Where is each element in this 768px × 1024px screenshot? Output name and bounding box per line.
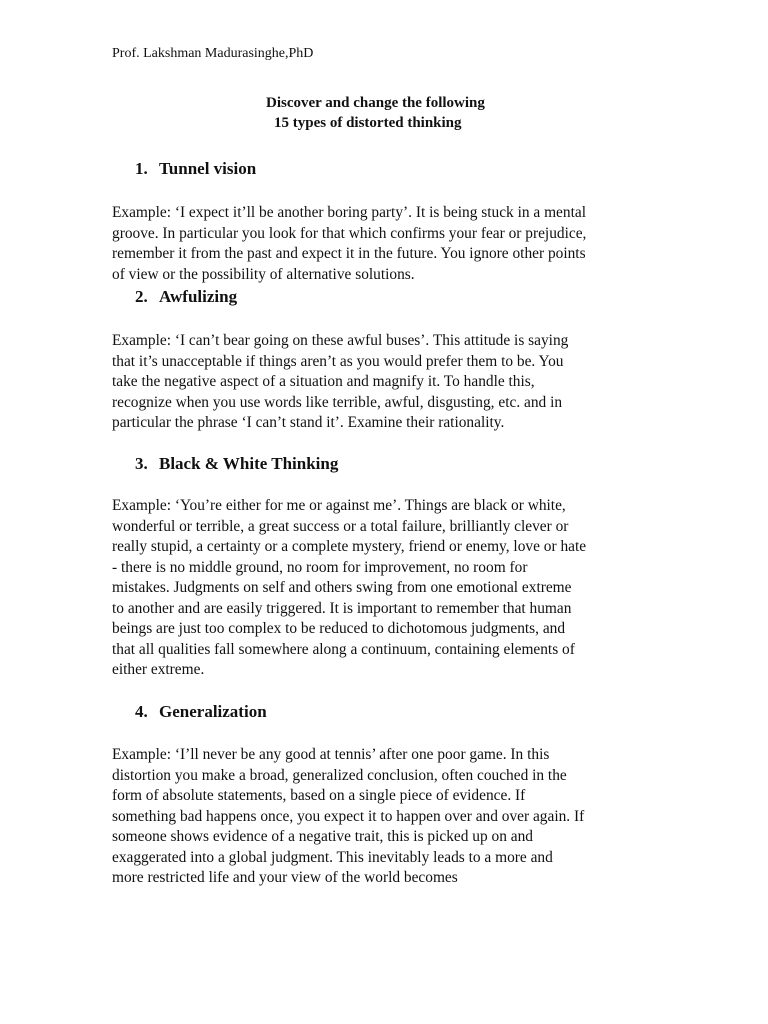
paragraph-line: take the negative aspect of a situation and magnify it. To handle this, bbox=[112, 373, 535, 390]
section-title: Generalization bbox=[159, 702, 267, 721]
paragraph-line: wonderful or terrible, a great success or a total failure, brilliantly clever or bbox=[112, 517, 569, 535]
paragraph-line: - there is no middle ground, no room for improvement, no room for bbox=[112, 558, 528, 576]
section-number: 3. bbox=[135, 454, 148, 473]
paragraph-line: form of absolute statements, based on a single piece of evidence. If bbox=[112, 787, 526, 804]
paragraph-line: of view or the possibility of alternative solutions. bbox=[112, 265, 415, 283]
section-number: 2. bbox=[135, 287, 148, 306]
section-title: Tunnel vision bbox=[159, 159, 257, 178]
section-paragraph-1 bbox=[112, 203, 660, 285]
title-line-2: 15 types of distorted thinking bbox=[274, 115, 462, 131]
title-line-1: Discover and change the following bbox=[266, 95, 485, 111]
paragraph-line: Example: ‘I can’t bear going on these awful buses’. This attitude is saying bbox=[112, 332, 569, 349]
paragraph-line: that it’s unacceptable if things aren’t as you would prefer them to be. You bbox=[112, 352, 564, 370]
document-title bbox=[0, 93, 768, 133]
section-heading-1 bbox=[135, 158, 256, 180]
paragraph-line: particular the phrase ‘I can’t stand it’. Examine their rationality. bbox=[112, 414, 505, 431]
paragraph-line: really stupid, a certainty or a complete mystery, friend or enemy, love or hate bbox=[112, 538, 587, 555]
author-line: Prof. Lakshman Madurasinghe,PhD bbox=[112, 46, 314, 61]
paragraph-line: someone shows evidence of a negative trait, this is picked up on and bbox=[112, 828, 533, 845]
section-heading-4 bbox=[135, 701, 267, 723]
paragraph-line: either extreme. bbox=[112, 661, 205, 678]
paragraph-line: groove. In particular you look for that which confirms your fear or prejudice, bbox=[112, 224, 587, 242]
paragraph-line: something bad happens once, you expect it to happen over and over again. If bbox=[112, 807, 585, 825]
section-paragraph-4 bbox=[112, 745, 660, 889]
paragraph-line: that all qualities fall somewhere along a continuum, containing elements of bbox=[112, 640, 575, 658]
paragraph-line: mistakes. Judgments on self and others swing from one emotional extreme bbox=[112, 579, 572, 596]
paragraph-line: Example: ‘I’ll never be any good at tennis’ after one poor game. In this bbox=[112, 746, 550, 763]
section-title: Awfulizing bbox=[159, 287, 238, 306]
section-heading-3 bbox=[135, 453, 338, 475]
section-paragraph-2 bbox=[112, 331, 660, 434]
paragraph-line: more restricted life and your view of the world becomes bbox=[112, 869, 458, 886]
paragraph-line: recognize when you use words like terrible, awful, disgusting, etc. and in bbox=[112, 393, 563, 411]
section-number: 1. bbox=[135, 159, 148, 178]
paragraph-line: Example: ‘I expect it’ll be another boring party’. It is being stuck in a mental bbox=[112, 204, 586, 221]
paragraph-line: distortion you make a broad, generalized conclusion, often couched in the bbox=[112, 766, 567, 784]
paragraph-line: Example: ‘You’re either for me or against me’. Things are black or white, bbox=[112, 497, 566, 514]
paragraph-line: exaggerated into a global judgment. This inevitably leads to a more and bbox=[112, 848, 553, 866]
section-heading-2 bbox=[135, 286, 237, 308]
section-paragraph-3 bbox=[112, 496, 660, 681]
section-number: 4. bbox=[135, 702, 148, 721]
paragraph-line: to another and are easily triggered. It is important to remember that human bbox=[112, 599, 572, 617]
paragraph-line: beings are just too complex to be reduced to dichotomous judgments, and bbox=[112, 620, 566, 637]
paragraph-line: remember it from the past and expect it in the future. You ignore other points bbox=[112, 245, 586, 262]
section-title: Black & White Thinking bbox=[159, 454, 339, 473]
